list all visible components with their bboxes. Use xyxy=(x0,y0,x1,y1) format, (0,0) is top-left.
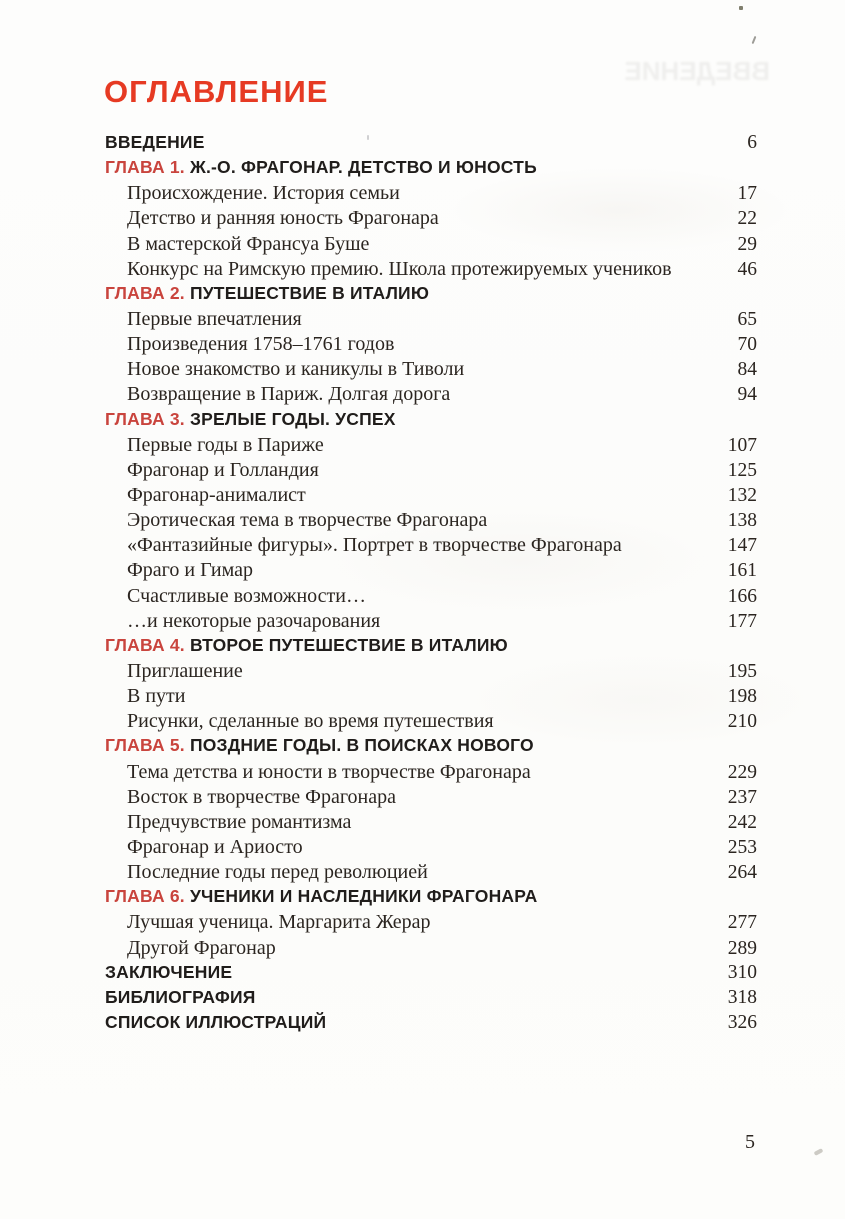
toc-chapter-row xyxy=(105,409,757,434)
toc-sub-row xyxy=(105,383,757,408)
toc-main-row xyxy=(105,987,757,1012)
toc-sub-row xyxy=(105,484,757,509)
toc-entry-label: Лучшая ученица. Маргарита Жерар xyxy=(127,911,431,934)
chapter-title-text: ПУТЕШЕСТВИЕ В ИТАЛИЮ xyxy=(189,282,430,303)
toc-sub-row xyxy=(105,207,757,232)
toc-entry-label: Последние годы перед революцией xyxy=(127,861,428,884)
toc-entry-label: Конкурс на Римскую премию. Школа протежируемых учеников xyxy=(127,257,672,280)
toc-entry-page-number: 166 xyxy=(727,585,757,607)
toc-entry-label: Приглашение xyxy=(127,659,243,682)
toc-entry-label: Фрагонар и Голландия xyxy=(127,458,319,481)
scan-speck xyxy=(752,36,757,44)
toc-entry-page-number: 125 xyxy=(727,459,757,481)
toc-sub-row xyxy=(105,258,757,283)
toc-entry-label: ВВЕДЕНИЕ xyxy=(105,132,205,152)
toc-sub-row xyxy=(105,861,757,886)
toc-sub-row xyxy=(105,660,757,685)
toc-chapter-row xyxy=(105,157,757,182)
chapter-number-prefix: ГЛАВА 6. xyxy=(105,886,190,907)
toc-sub-row xyxy=(105,585,757,610)
toc-entry-label: Новое знакомство и каникулы в Тиволи xyxy=(127,358,465,381)
page-title: ОГЛАВЛЕНИЕ xyxy=(104,73,329,109)
toc-sub-row xyxy=(105,308,757,333)
toc-entry-page-number: 70 xyxy=(737,334,757,356)
toc-entry-label: Фрагонар-анималист xyxy=(127,483,306,506)
toc-entry-page-number: 17 xyxy=(737,183,757,205)
toc-entry-page-number: 161 xyxy=(727,560,757,582)
toc-entry-page-number: 6 xyxy=(747,132,757,153)
toc-entry-page-number: 147 xyxy=(727,535,757,557)
toc-sub-row xyxy=(105,786,757,811)
toc-entry-label: Рисунки, сделанные во время путешествия xyxy=(127,710,494,733)
toc-main-row xyxy=(105,132,757,157)
toc-main-row xyxy=(105,1012,757,1037)
toc-entry-page-number: 46 xyxy=(737,258,757,280)
toc-entry-label: Другой Фрагонар xyxy=(127,936,276,959)
toc-chapter-row xyxy=(105,735,757,760)
toc-sub-row xyxy=(105,811,757,836)
toc-entry-page-number: 210 xyxy=(727,711,757,733)
toc-entry-label: Детство и ранняя юность Фрагонара xyxy=(127,207,439,230)
toc-sub-row xyxy=(105,610,757,635)
folio-page-number: 5 xyxy=(745,1131,755,1153)
toc-entry-page-number: 138 xyxy=(727,510,757,532)
toc-sub-row xyxy=(105,358,757,383)
scan-speck xyxy=(814,1148,824,1156)
toc-sub-row xyxy=(105,233,757,258)
chapter-number-prefix: ГЛАВА 4. xyxy=(105,634,190,655)
toc-sub-row xyxy=(105,182,757,207)
scan-speck xyxy=(367,135,369,140)
chapter-title-text: Ж.-О. ФРАГОНАР. ДЕТСТВО И ЮНОСТЬ xyxy=(189,157,537,178)
toc-sub-row xyxy=(105,559,757,584)
toc-entry-label: Тема детства и юности в творчестве Фрагонара xyxy=(127,760,531,783)
toc-sub-row xyxy=(105,685,757,710)
toc-entry-label xyxy=(105,635,508,656)
toc-sub-row xyxy=(105,911,757,936)
chapter-title-text: ВТОРОЕ ПУТЕШЕСТВИЕ В ИТАЛИЮ xyxy=(189,634,508,655)
toc-entry-label xyxy=(105,886,537,907)
toc-entry-label: СПИСОК ИЛЛЮСТРАЦИЙ xyxy=(105,1011,327,1032)
toc-entry-page-number: 237 xyxy=(727,786,757,808)
toc-entry-page-number: 289 xyxy=(727,937,757,959)
toc-sub-row xyxy=(105,434,757,459)
toc-entry-label: Предчувствие романтизма xyxy=(127,810,352,833)
toc-entry-label xyxy=(105,409,396,430)
toc-entry-label: Фраго и Гимар xyxy=(127,559,253,582)
chapter-number-prefix: ГЛАВА 1. xyxy=(105,157,190,178)
bleed-through-ghost-text: ВВЕДЕНИЕ xyxy=(624,56,770,86)
toc-entry-page-number: 22 xyxy=(737,208,757,230)
toc-entry-page-number: 198 xyxy=(727,686,757,708)
toc-chapter-row xyxy=(105,886,757,911)
toc-sub-row xyxy=(105,509,757,534)
toc-entry-label: «Фантазийные фигуры». Портрет в творчестве Фрагонара xyxy=(127,534,622,557)
toc-sub-row xyxy=(105,333,757,358)
toc-entry-label: Восток в творчестве Фрагонара xyxy=(127,785,396,808)
toc-entry-page-number: 326 xyxy=(727,1011,757,1033)
toc-sub-row xyxy=(105,459,757,484)
chapter-number-prefix: ГЛАВА 2. xyxy=(105,282,190,303)
toc-entry-page-number: 253 xyxy=(727,836,757,858)
toc-entry-page-number: 229 xyxy=(727,761,757,783)
chapter-title-text: ЗРЕЛЫЕ ГОДЫ. УСПЕХ xyxy=(189,408,396,429)
toc-entry-label: Фрагонар и Ариосто xyxy=(127,835,303,858)
toc-entry-label: …и некоторые разочарования xyxy=(127,609,381,632)
toc-chapter-row xyxy=(105,283,757,308)
scan-speck xyxy=(739,6,743,10)
toc-sub-row xyxy=(105,710,757,735)
toc-entry-label: Первые годы в Париже xyxy=(127,433,324,456)
toc-sub-row xyxy=(105,534,757,559)
toc-entry-label: В пути xyxy=(127,685,186,708)
toc-sub-row xyxy=(105,836,757,861)
toc-entry-page-number: 107 xyxy=(727,434,757,456)
toc-chapter-row xyxy=(105,635,757,660)
toc-entry-label: Происхождение. История семьи xyxy=(127,182,400,205)
toc-entry-page-number: 277 xyxy=(727,912,757,934)
toc-entry-label xyxy=(105,283,429,304)
toc-entry-label: В мастерской Франсуа Буше xyxy=(127,232,370,255)
toc-entry-label: Эротическая тема в творчестве Фрагонара xyxy=(127,509,488,532)
chapter-title-text: УЧЕНИКИ И НАСЛЕДНИКИ ФРАГОНАРА xyxy=(189,886,538,907)
toc-entry-label: ЗАКЛЮЧЕНИЕ xyxy=(105,961,233,982)
toc-entry-page-number: 132 xyxy=(727,484,757,506)
toc-entry-label: Первые впечатления xyxy=(127,307,302,330)
toc-main-row xyxy=(105,962,757,987)
chapter-number-prefix: ГЛАВА 5. xyxy=(105,735,190,756)
toc-entry-page-number: 65 xyxy=(737,308,757,330)
toc-entry-page-number: 84 xyxy=(737,359,757,381)
toc-entry-label xyxy=(105,735,534,756)
toc-entry-label: Произведения 1758–1761 годов xyxy=(127,333,395,356)
toc-entry-page-number: 264 xyxy=(727,862,757,884)
toc-sub-row xyxy=(105,761,757,786)
toc-sub-row xyxy=(105,937,757,962)
toc-entry-page-number: 94 xyxy=(737,384,757,406)
toc-entry-label xyxy=(105,157,537,178)
toc-entry-page-number: 177 xyxy=(727,610,757,632)
toc-entry-label: Счастливые возможности… xyxy=(127,584,366,607)
toc-list xyxy=(105,132,757,1037)
toc-entry-page-number: 318 xyxy=(727,986,757,1008)
toc-entry-page-number: 310 xyxy=(727,961,757,983)
toc-entry-label: Возвращение в Париж. Долгая дорога xyxy=(127,383,451,406)
toc-entry-label: БИБЛИОГРАФИЯ xyxy=(105,986,256,1007)
chapter-number-prefix: ГЛАВА 3. xyxy=(105,408,190,429)
chapter-title-text: ПОЗДНИЕ ГОДЫ. В ПОИСКАХ НОВОГО xyxy=(189,735,534,756)
toc-entry-page-number: 29 xyxy=(737,233,757,255)
toc-entry-page-number: 195 xyxy=(727,660,757,682)
toc-entry-page-number: 242 xyxy=(727,811,757,833)
